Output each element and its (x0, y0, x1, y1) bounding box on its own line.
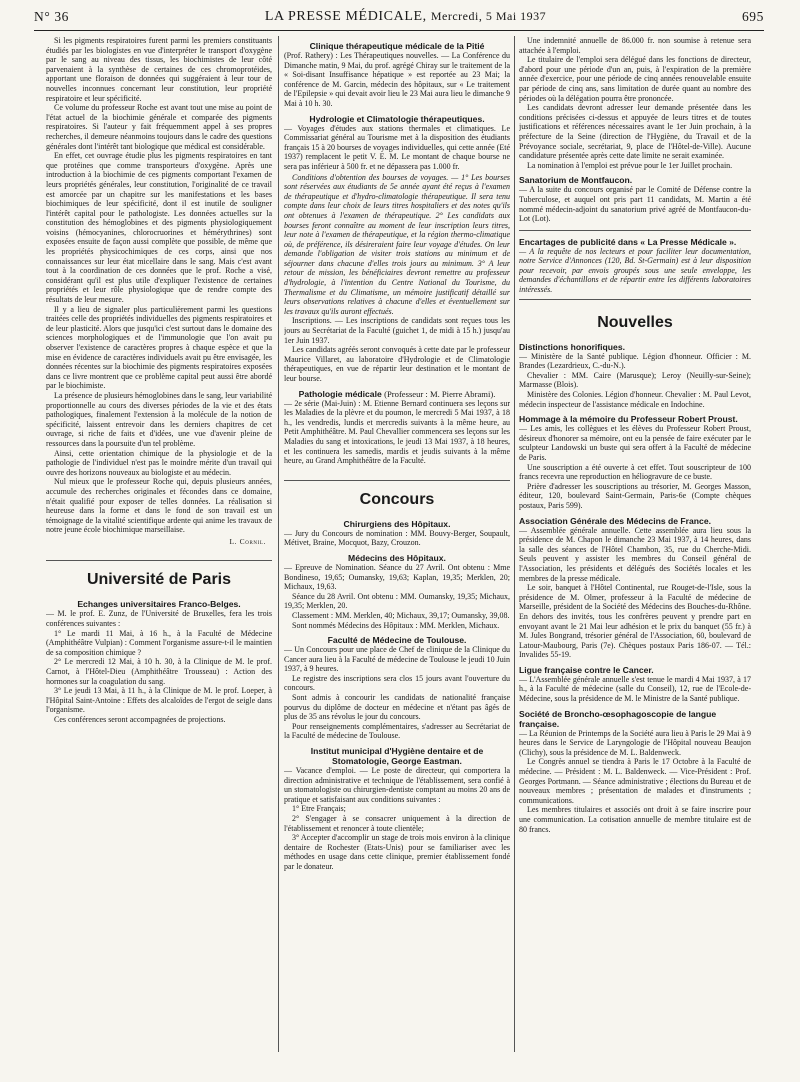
review-paragraph: Nul mieux que le professeur Roche qui, depuis plusieurs années, accumule des recherches originales et fécondes dans ce domaine, n'était qualifié pour exposer de telles données. La réalisation si heureuse dans la forme et dans le fond de son travail est un témoignage de la vitalité scientifique ardente qui anime les travaux de notre jeune école biochimique marseillaise. (46, 477, 272, 535)
review-paragraph: Il y a lieu de signaler plus particulièrement parmi les questions traitées celle des propriétés individuelles des pigments respiratoires et de leur plasticité. Alors que jusqu'ici c'est surtout dans le domaine des sciences morphologiques et de l'immunologie que l'on avait pu observer l'existence de caractères propres à chaque espèce et que la mise en évidence de caractères individuels avait pu être envisagée, les données récentes sur la biochimie des pigments respiratoires exposées dans ce livre montrent que ce problème capital peut aussi être abordé par le biochimiste. (46, 304, 272, 391)
review-paragraph: La présence de plusieurs hémoglobines dans le sang, leur variabilité proportionnelle au cours des diverses périodes de la vie et des états pathologiques, finalement l'extension à la molécule de la notion de spécificité, laissent entrevoir dans les derniers chapitres de cet ouvrage, si riche de faits et d'idées, une vue d'avenir pleine de ressources dans la poursuite d'un tel problème. (46, 390, 272, 448)
broncho-heading: Société de Broncho-œsophagoscopie de langue française. (519, 708, 717, 729)
distinctions-text: Chevalier : MM. Caire (Marusque); Leroy (Neuilly-sur-Seine); Marmasse (Blois). (519, 370, 751, 390)
echanges-note: Ces conférences seront accompagnées de projections. (54, 715, 226, 724)
medecins-text: Classement : MM. Merklen, 40; Michaux, 39,17; Oumansky, 39,08. (292, 610, 510, 620)
pitie-text: Les Thérapeutiques nouvelles. — La Conférence du Dimanche matin, 9 Mai, du prof. agrégé Chiray sur le traitement de la « Soi-disant Insuffisance hépatique » est reportée au 23 Mai; la conférence de M. Garcin, médecin des hôpitaux, sur « Le traitement de l'Epilepsie » qui devait avoir lieu le 23 Mai aura lieu le dimanche 9 Mai à 10 h. 30. (284, 51, 510, 108)
hydrologie-heading: Hydrologie et Climatologie thérapeutiques. (309, 113, 485, 124)
echanges-intro: — M. le prof. E. Zunz, de l'Université de Bruxelles, fera les trois conférences suivantes : (46, 609, 272, 629)
toulouse-text: Sont admis à concourir les candidats de nationalité française pourvus du diplôme de docteur en médecine et n'étant pas âgés de plus de 35 ans révolus le jour du concours. (284, 693, 510, 722)
hydrologie-conditions: Conditions d'obtention des bourses de voyages. — 1° Les bourses sont réservées aux étudiants de 5e année ayant été reçus à l'examen de thérapeutique et d'hydro-climatologie thérapeutique. Il sera tenu compte dans leur choix de leurs titres hospitaliers et des notes qu'ils ont obtenues à l'examen de thérapeutique. 2° Les candidats aux bourses feront connaître au moment de leur inscription leurs titres, leur note à l'examen de thérapeutique, et la région thermo-climatique où, de préférence, ils désireraient faire leur voyage d'études. On leur demande l'obligation de visiter trois stations au minimum et de séjourner dans chacune d'elles trois jours au minimum. 3° A leur retour de mission, les bénéficiaires devront remettre au professeur d'hydrologie, à l'intention du Centre National du Tourisme, du Thermalisme et du Climatisme, un mémoire justificatif détaillé sur leurs observations relatives à chacune d'elles et éventuellement sur les travaux qu'ils auront effectués. (284, 172, 510, 316)
institut-continued: Le titulaire de l'emploi sera délégué dans les fonctions de directeur, d'abord pour une période d'un an, puis, à l'expiration de la première année d'exercice, pour une période de cinq années renouvelable ensuite par période de cinq ans, sans limitation de durée quant au nombre des périodes où la délégation pourra être prononcée. (519, 55, 751, 103)
review-paragraph: En effet, cet ouvrage étudie plus les pigments respiratoires en tant que protéines que comme transporteurs d'oxygène. Après une introduction à la biochimie de ces pigments comportant l'examen de leurs propriétés générales, leur constitution, l'originalité de ce travail est amorcée par un chapitre sur les manifestations et les bases biochimiques de leur spécificité, dont il est inutile de souligner l'intérêt capital pour le pathologiste. Les données actuelles sur la constitution des hémoglobines et des pigments physiologiquement voisins (hémocyanines, chlorocruorines et hémérythrines) sont exposées ensuite de façon aussi complète que possible, de même que les propriétés physicochimiques de ces corps, ainsi que nos connaissances sur leur état micellaire dans le sang. Mais c'est avant tout à la coordination de ces données que le prof. Roche a visé, considérant qu'il est plus utile d'expliquer l'existence de certaines propriétés et leur rôle physiologique que de rendre compte des résultats de leur mesure. (46, 151, 272, 305)
column-3 (519, 36, 751, 1052)
ligue-heading: Ligue française contre le Cancer. (519, 664, 654, 675)
hydrologie-inscriptions: Inscriptions. — Les inscriptions de candidats sont reçues tous les jours au Secrétariat de la Faculté (guichet 1, de midi à 15 h.) jusqu'au 1er Juin 1937. (284, 316, 510, 345)
hommage-heading: Hommage à la mémoire du Professeur Robert Proust. (519, 414, 738, 425)
review-paragraph: Ce volume du professeur Roche est avant tout une mise au point de l'état actuel de la biochimie générale et comparée des pigments respiratoires. Si l'auteur y fait fréquemment appel à ses propres recherches, il demeure néanmoins toujours dans le cadre des questions générales dont l'intérêt tant biologique que médical est considérable. (46, 103, 272, 151)
institut-continued: La nomination à l'emploi est prévue pour le 1er Juillet prochain. (527, 160, 733, 170)
page-header (34, 4, 764, 31)
masthead (264, 9, 547, 25)
hommage-text: — Les amis, les collègues et les élèves du Professeur Robert Proust, désireux d'honorer sa mémoire, ont eu la pensée de faire exécuter par le sculpteur Landowski un buste qui sera offert à la Faculté de médecine de Paris. (519, 424, 751, 462)
toulouse-text: — Un Concours pour une place de Chef de clinique de la Clinique du Cancer aura lieu à la Faculté de médecine de Toulouse le jeudi 10 Juin 1937, à 9 heures. (284, 645, 510, 674)
echanges-item: 3° Le jeudi 13 Mai, à 11 h., à la Clinique de M. le prof. Loeper, à l'Hôpital Saint-Antoine : Effets des alcaloïdes de l'ergot de seigle dans l'organisme. (46, 686, 272, 715)
sanatorium-text: — A la suite du concours organisé par le Comité de Défense contre la Tuberculose, et auquel ont pris part 11 candidats, M. Martin a été nommé médecin-adjoint du sanatorium privé agréé de Montfaucon-du-Lot (Lot). (519, 185, 751, 224)
broncho-text: — La Réunion de Printemps de la Société aura lieu à Paris le 29 Mai à 9 heures dans le Service de Laryngologie de l'Hôpital nouveau Beaujon (Clichy), sous la présidence de M. L. Baldenweck. (519, 728, 751, 757)
section-title-concours: Concours (284, 480, 510, 509)
broncho-text: Les membres titulaires et associés ont droit à se faire inscrire pour une communication. La cotisation annuelle de membre titulaire est de 80 francs. (519, 805, 751, 834)
institut-continued: Une indemnité annuelle de 86.000 fr. non soumise à retenue sera attachée à l'emploi. (519, 36, 751, 55)
page-number: 695 (741, 9, 764, 25)
encartages-heading: Encartages de publicité dans « La Presse Médicale ». (519, 236, 737, 247)
institut-item: 3° Accepter d'accomplir un stage de trois mois environ à la clinique dentaire de Rochester (Etats-Unis) pour se familiariser avec les méthodes en usage dans cette clinique, premier établissement fondé par le donateur. (284, 833, 510, 871)
toulouse-heading: Faculté de Médecine de Toulouse. (327, 635, 467, 646)
issue-number: N° 36 (34, 9, 70, 25)
distinctions-text: Ministère des Colonies. Légion d'honneur. Chevalier : M. Paul Levot, médecin inspecteur de l'assistance médicale en Indochine. (519, 390, 751, 409)
hommage-text: Prière d'adresser les souscriptions au trésorier, M. Georges Masson, éditeur, 120, boulevard Saint-Germain, Paris-6e (Compte chèques postaux, Paris 599). (519, 481, 751, 510)
hommage-text: Une souscription a été ouverte à cet effet. Tout souscripteur de 100 francs recevra une reproduction en héliogravure de ce buste. (519, 462, 751, 482)
column-rule-left (278, 36, 279, 1052)
issue-date: Mercredi, 5 Mai 1937 (430, 9, 547, 24)
echanges-item: 2° Le mercredi 12 Mai, à 10 h. 30, à la Clinique de M. le prof. Carnot, à l'Hôtel-Dieu (Amphithéâtre Trousseau) : Action des hormones sur la coagulation du sang. (46, 657, 272, 686)
echanges-item: 1° Le mardi 11 Mai, à 16 h., à la Faculté de Médecine (Amphithéâtre Vulpian) : Comment l'organisme assure-t-il le maintien de sa composition chimique ? (46, 628, 272, 657)
column-2 (284, 36, 510, 1052)
pathologie-title: Pathologie médicale (298, 388, 382, 399)
journal-name: LA PRESSE MÉDICALE, (264, 9, 427, 25)
hydrologie-text: — Voyages d'études aux stations thermales et climatiques. Le Commissariat général au Tourisme met à la disposition des étudiants français 15 à 20 bourses de voyages individuelles, qui cette année (Eté 1937) remplacent le petit V. E. M. Le montant de chaque bourse ne sera pas inférieur à 500 fr. et ne dépassera pas 1.000 fr. (284, 123, 510, 171)
hydrologie-candidats: Les candidats agréés seront convoqués à cette date par le professeur Maurice Villaret, au laboratoire d'Hydrologie et de Climatologie thérapeutiques, en vue de répartir leur destination et le montant de leur bourse. (284, 345, 510, 383)
institut-text: — Vacance d'emploi. — Le poste de directeur, qui comportera la direction administrative et technique de l'établissement, sera confié à un stomatologiste ou chirurgien-dentiste comptant au moins 20 ans de pratique et satisfaisant aux conditions suivantes : (284, 766, 510, 804)
medecins-text: — Epreuve de Nomination. Séance du 27 Avril. Ont obtenu : Mme Bondineso, 19,65; Oumansky, 19,63; Kaplan, 19,35; Merklen, 20; Michaux, 19,63. (284, 562, 510, 592)
pathologie-text: — 2e série (Mai-Juin) : M. Etienne Bernard continuera ses leçons sur les Maladies de la plèvre et du poumon, le mercredi 5 Mai 1937, à 18 h., les vendredis, lundis et mercredis suivants à la même heure, au Petit Amphithéâtre. M. Paul Chevallier commencera ses leçons sur les Maladies du sang et intoxications, le jeudi 13 Mai 1937, à 18 heures, et les continuera les samedis, mardis et jeudis suivants à la même heure, au Grand Amphithéâtre de la Faculté. (284, 398, 510, 466)
review-signature: L. Cornil. (229, 536, 266, 546)
column-rule-right (514, 36, 515, 1052)
medecins-text: Sont nommés Médecins des Hôpitaux : MM. Merklen, Michaux. (292, 620, 500, 630)
sanatorium-heading: Sanatorium de Montfaucon. (519, 175, 633, 186)
association-text: — Assemblée générale annuelle. Cette assemblée aura lieu sous la présidence de M. Chapon le dimanche 23 Mai 1937, à 14 heures, dans la salle des séances de l'Hôtel Chambon, 35, rue du Cherche-Midi. Seuls peuvent y assister les membres du Conseil général de l'Association, les présidents et délégués des Sociétés locales et les membres de la presse médicale. (519, 525, 751, 583)
pitie-prof: (Prof. Rathery) : (284, 51, 338, 60)
chirurgiens-text: — Jury du Concours de nomination : MM. Bouvy-Berger, Soupault, Métivet, Braine, Mocquot, Bazy, Crouzon. (284, 528, 510, 548)
column-1 (46, 36, 272, 1052)
broncho-text: Le Congrès annuel se tiendra à Paris le 17 Octobre à la Faculté de médecine. — Président : M. L. Baldenweck. — Vice-Président : Prof. Georges Portmann. — Séance administrative ; élections du Bureau et de nouveaux membres ; présentation de malades et d'instruments ; communications. (519, 757, 751, 805)
encartages-box (519, 230, 751, 300)
section-title-nouvelles: Nouvelles (597, 313, 673, 331)
association-text: Le soir, banquet à l'Hôtel Continental, rue Rouget-de-l'Isle, sous la présidence de M. Olmer, professeur à la Faculté de médecine de Marseille, président de la Société des Médecins des Bouches-du-Rhône. En dehors des invités, tous les confrères peuvent y prendre part en envoyant avant le 21 Mai leur adhésion et le prix du banquet (55 fr.) à M. Jules Bongrand, trésorier général de l'Association, 60, boulevard de Latour-Maubourg, Paris (7e). Chèques postaux Paris 186-07. — Tél.: Invalides 55-19. (519, 583, 751, 660)
institut-continued: Les candidats devront adresser leur demande présentée dans les conditions précisées ci-dessus et appuyée de leurs titres et de toutes justifications et références nécessaires avant le 1er Juin prochain, à la préfecture de la Seine (direction de l'Hygiène, du Travail et de la Prévoyance sociale, secrétariat, 9, place de l'Hôtel-de-Ville). Aucune candidature présentée après cette date limite ne serait examinée. (519, 103, 751, 161)
review-paragraph: Si les pigments respiratoires furent parmi les premiers constituants étudiés par les biologistes en vue d'interpréter le transport d'oxygène par le sang au niveau des tissus, les biochimistes de leur côté parvenaient à la synthèse de certaines de ces chromoprotéides, apportant une floraison de données qui suggéraient à leur tour de nouvelles inconnues concernant leur constitution, leur propriété respiratoire et leur spécificité. (46, 36, 272, 103)
institut-heading: Institut municipal d'Hygiène dentaire et de Stomatologie, George Eastman. (310, 746, 484, 767)
institut-item: 1° Etre Français; (292, 804, 346, 814)
distinctions-heading: Distinctions honorifiques. (519, 341, 625, 352)
pitie-heading: Clinique thérapeutique médicale de la Pitié (309, 41, 485, 51)
pathologie-heading (284, 389, 510, 399)
echanges-heading: Echanges universitaires Franco-Belges. (77, 599, 241, 610)
institut-item: 2° S'engager à se consacrer uniquement à la direction de l'établissement et renoncer à toute clientèle; (284, 814, 510, 833)
toulouse-text: Pour renseignements complémentaires, s'adresser au Secrétariat de la Faculté de médecine de Toulouse. (284, 721, 510, 741)
review-paragraph: Ainsi, cette orientation chimique de la physiologie et de la pathologie de l'individuel n'est pas le moindre mérite d'un travail qui ouvre des horizons nouveaux au biologiste et au médecin. (46, 448, 272, 477)
medecins-heading: Médecins des Hôpitaux. (348, 552, 446, 563)
toulouse-text: Le registre des inscriptions sera clos 15 jours avant l'ouverture du concours. (284, 673, 510, 693)
section-title-universite: Université de Paris (46, 560, 272, 589)
association-heading: Association Générale des Médecins de France. (519, 515, 711, 526)
chirurgiens-heading: Chirurgiens des Hôpitaux. (343, 518, 451, 529)
pathologie-prof: (Professeur : M. Pierre Abrami). (384, 388, 496, 399)
ligue-text: — L'Assemblée générale annuelle s'est tenue le mardi 4 Mai 1937, à 17 h., à la Faculté de médecine (salle du Conseil), 12, rue de l'Ecole-de-Médecine, sous la présidence de M. le Ministre de la Santé publique. (519, 674, 751, 704)
encartages-text: — A la requête de nos lecteurs et pour faciliter leur documentation, notre Service d'Annonces (120, Bd. St-Germain) est à leur disposition pour recevoir, par envois groupés sous une seule enveloppe, les demandes d'échantillons et de répartir entre les différents laboratoires intéressés. (519, 246, 751, 295)
distinctions-text: — Ministère de la Santé publique. Légion d'honneur. Officier : M. Brandes (Lezardrieux, C.-du-N.). (519, 351, 751, 371)
medecins-text: Séance du 28 Avril. Ont obtenu : MM. Oumansky, 19,35; Michaux, 19,35; Merklen, 20. (284, 591, 510, 611)
